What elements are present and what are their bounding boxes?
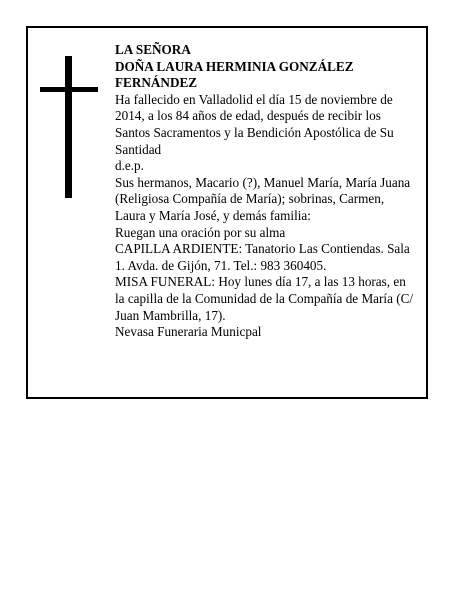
obituary-notice — [26, 26, 428, 399]
notice-family: Sus hermanos, Macario (?), Manuel María, María Juana (Religiosa Compañía de María); sobrinas, Carmen, Laura y María José, y demás familia: — [115, 174, 411, 223]
notice-text — [115, 42, 417, 341]
notice-rip: d.e.p. — [115, 158, 144, 174]
cross-horizontal-bar — [40, 87, 98, 92]
notice-prayer-request: Ruegan una oración por su alma — [115, 224, 286, 240]
cross-vertical-bar — [65, 56, 72, 198]
cross-icon — [40, 56, 98, 198]
notice-funeral-mass: MISA FUNERAL: Hoy lunes día 17, a las 13 horas, en la capilla de la Comunidad de la Compañía de María (C/ Juan Mambrilla, 17). — [115, 274, 414, 323]
notice-death-announcement: Ha fallecido en Valladolid el día 15 de noviembre de 2014, a los 84 años de edad, después de recibir los Santos Sacramentos y la Bendición Apostólica de Su Santidad — [115, 91, 394, 157]
notice-title-line-1: LA SEÑORA — [115, 42, 191, 57]
notice-funeral-home: Nevasa Funeraria Municpal — [115, 324, 262, 340]
notice-title-deceased-name: DOÑA LAURA HERMINIA GONZÁLEZ FERNÁNDEZ — [115, 58, 354, 91]
notice-funeral-chapel: CAPILLA ARDIENTE: Tanatorio Las Contiendas. Sala 1. Avda. de Gijón, 71. Tel.: 983 360405. — [115, 241, 410, 273]
